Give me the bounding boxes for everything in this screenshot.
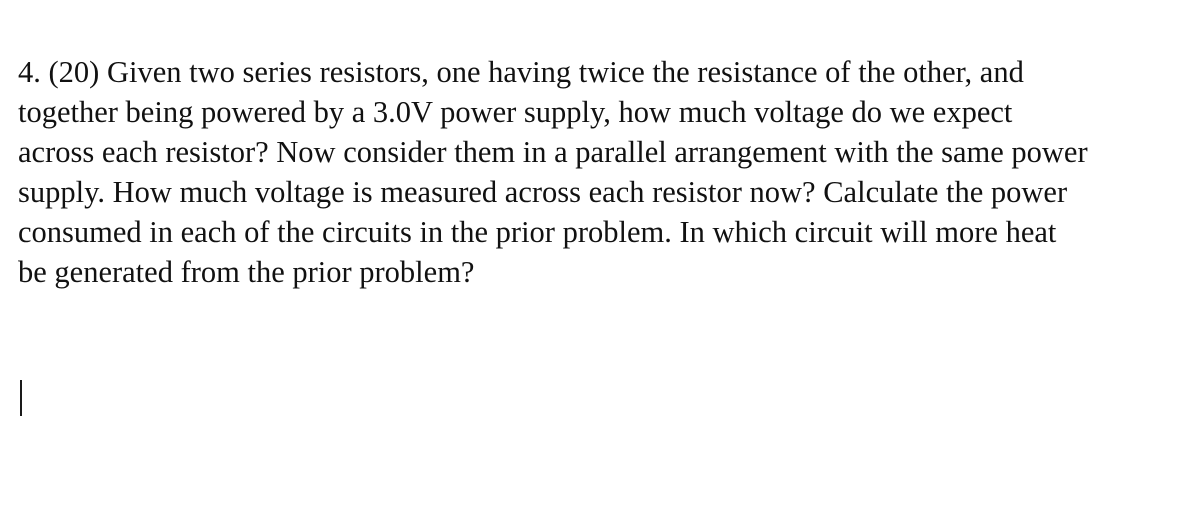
- question-line-6: be generated from the prior problem?: [18, 255, 475, 289]
- text-cursor[interactable]: [20, 380, 22, 416]
- question-text: [18, 52, 1188, 292]
- question-line-5: consumed in each of the circuits in the prior problem. In which circuit will more heat: [18, 215, 1057, 249]
- question-line-3: across each resistor? Now consider them in a parallel arrangement with the same power: [18, 135, 1088, 169]
- question-line-2: together being powered by a 3.0V power supply, how much voltage do we expect: [18, 95, 1013, 129]
- question-line-4: supply. How much voltage is measured across each resistor now? Calculate the power: [18, 175, 1068, 209]
- question-line-1: 4. (20) Given two series resistors, one having twice the resistance of the other, and: [18, 55, 1024, 89]
